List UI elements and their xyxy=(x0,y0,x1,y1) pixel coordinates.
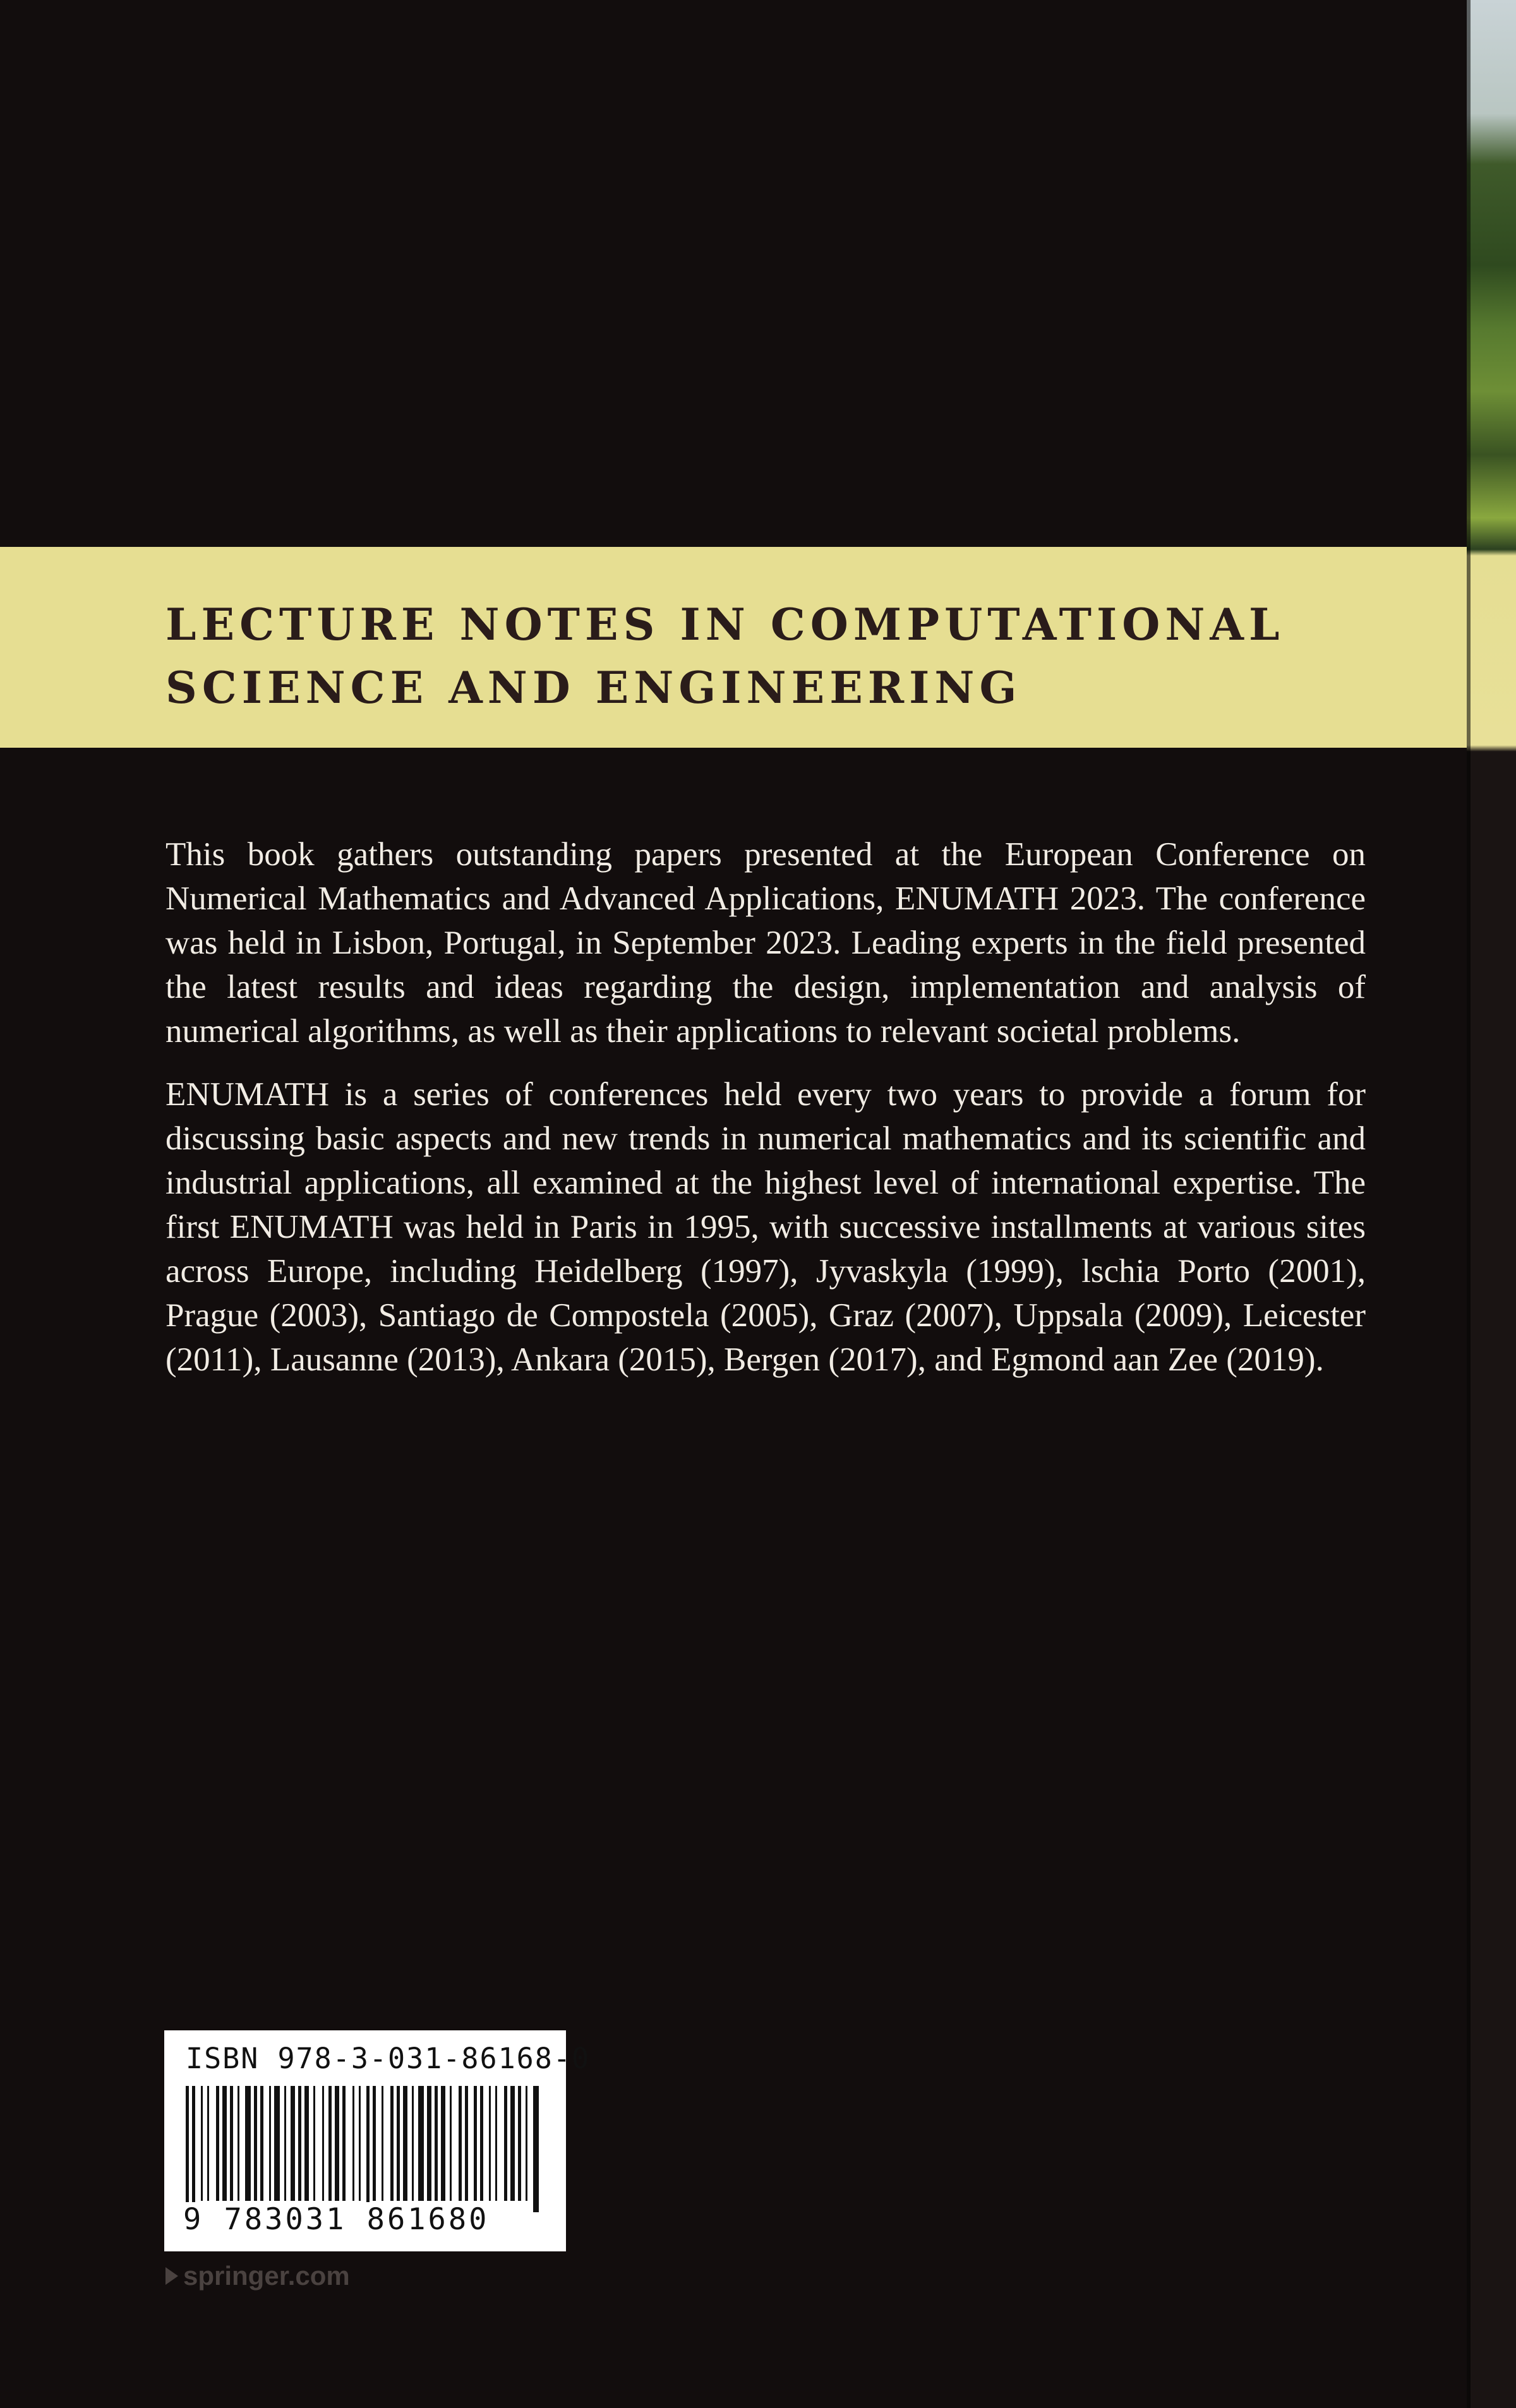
barcode-bar xyxy=(291,2086,295,2201)
barcode-bar xyxy=(435,2086,438,2201)
barcode-bar xyxy=(441,2086,445,2201)
barcode-bar xyxy=(533,2086,539,2212)
barcode-bar xyxy=(274,2086,280,2201)
barcode-bar xyxy=(489,2086,491,2201)
arrow-icon xyxy=(165,2267,178,2285)
barcode-bar xyxy=(230,2086,233,2201)
barcode-bar xyxy=(216,2086,219,2201)
barcode-digits: 9 783031 861680 xyxy=(183,2202,490,2237)
barcode-bar xyxy=(322,2086,324,2201)
barcode-bar xyxy=(418,2086,424,2201)
barcode-bar xyxy=(260,2086,263,2201)
publisher-link[interactable] xyxy=(165,2261,350,2291)
barcode-bar xyxy=(510,2086,515,2201)
barcode-bar xyxy=(254,2086,257,2201)
barcode-bar xyxy=(480,2086,483,2201)
barcode-bar xyxy=(352,2086,354,2201)
barcode-bar xyxy=(390,2086,394,2201)
series-title xyxy=(165,594,1284,720)
book-description xyxy=(165,832,1366,1401)
barcode-bars xyxy=(186,2086,546,2212)
barcode-bar xyxy=(313,2086,315,2201)
barcode-bar xyxy=(397,2086,400,2201)
barcode-bar xyxy=(465,2086,468,2201)
publisher-link-text: springer.com xyxy=(183,2261,350,2291)
barcode-bar xyxy=(186,2086,189,2212)
barcode-bar xyxy=(495,2086,497,2201)
barcode-bar xyxy=(269,2086,271,2201)
barcode-bar xyxy=(328,2086,332,2201)
barcode-bar xyxy=(427,2086,431,2201)
description-paragraph-2: ENUMATH is a series of conferences held every two years to provide a forum for discussing basic aspects and new trends in numerical mathematics and its scientific and industrial applications, all examined at the highest level of international expertise. The first ENUMATH was held in Paris in 1995, with successive installments at various sites across Europe, including Heidelberg (1997), Jyvaskyla (1999), lschia Porto (2001), Prague (2003), Santiago de Compostela (2005), Graz (2007), Uppsala (2009), Leicester (2011), Lausanne (2013), Ankara (2015), Bergen (2017), and Egmond aan Zee (2019). xyxy=(165,1076,1366,1378)
barcode-bar xyxy=(403,2086,407,2201)
barcode-bar xyxy=(192,2086,195,2212)
barcode-bar xyxy=(298,2086,301,2201)
barcode-bar xyxy=(382,2086,383,2201)
isbn-label: ISBN 978-3-031-86168-0 xyxy=(186,2042,591,2075)
isbn-barcode xyxy=(164,2030,591,2251)
barcode-bar xyxy=(366,2086,370,2212)
barcode-bar xyxy=(450,2086,452,2201)
barcode-bar xyxy=(412,2086,414,2201)
barcode-bar xyxy=(518,2086,521,2201)
barcode-bar xyxy=(207,2086,209,2201)
barcode-bar xyxy=(526,2086,527,2201)
description-paragraph-1: This book gathers outstanding papers presented at the European Conference on Numerical Mathematics and Advanced Applications, ENUMATH 2023. The conference was held in Lisbon, Portugal, in September 2023. Leading experts in the field presented the latest results and ideas regarding the design, implementation and analysis of numerical algorithms, as well as their applications to relevant societal problems. xyxy=(165,836,1366,1050)
series-title-line-2: SCIENCE AND ENGINEERING xyxy=(165,662,1022,714)
barcode-bar xyxy=(201,2086,203,2201)
barcode-bar xyxy=(284,2086,286,2201)
barcode-bar xyxy=(342,2086,346,2201)
series-title-line-1: LECTURE NOTES IN COMPUTATIONAL xyxy=(165,599,1285,650)
barcode-bar xyxy=(304,2086,309,2201)
barcode-bar xyxy=(504,2086,507,2201)
barcode-bar xyxy=(359,2086,361,2201)
barcode-bar xyxy=(335,2086,339,2201)
barcode-bar xyxy=(459,2086,462,2201)
barcode-bar xyxy=(245,2086,251,2201)
barcode-bar xyxy=(474,2086,477,2201)
barcode-bar xyxy=(222,2086,227,2201)
barcode-bar xyxy=(238,2086,239,2201)
barcode-bar xyxy=(373,2086,376,2201)
cover-photo-edge xyxy=(1467,0,1516,2408)
